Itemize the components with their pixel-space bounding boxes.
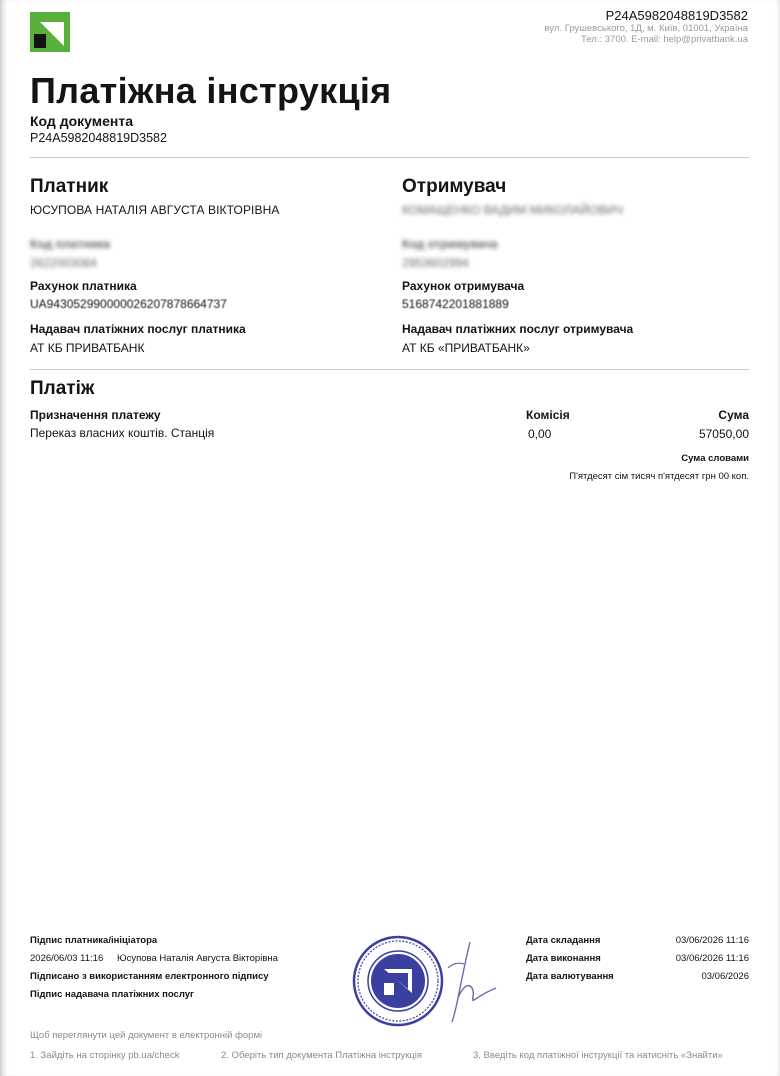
payer-signature-label: Підпис платника/ініціатора [30, 935, 158, 946]
signature-datetime: 2026/06/03 11:16 [30, 953, 104, 964]
created-date-value: 03/06/2026 11:16 [675, 935, 749, 946]
recipient-account-label: Рахунок отримувача [402, 279, 525, 293]
recipient-name: КОМАЩЕНКО ВАДИМ МИКОЛАЙОВИЧ [402, 203, 623, 217]
bank-contacts: Тел.: 3700. E-mail: help@privatbank.ua [581, 34, 748, 45]
provider-signature-label: Підпис надавача платіжних послуг [30, 989, 194, 1000]
value-date-value: 03/06/2026 [701, 971, 749, 982]
recipient-heading: Отримувач [402, 176, 507, 197]
payer-code-value: 2622003084 [30, 256, 97, 270]
bank-stamp-icon [352, 935, 444, 1027]
value-date-label: Дата валютування [526, 971, 614, 982]
created-date-label: Дата складання [526, 935, 601, 946]
check-step-2: 2. Оберіть тип документа Платіжна інструкція [221, 1050, 422, 1061]
doc-code-top: P24A5982048819D3582 [605, 8, 748, 23]
check-step-1: 1. Зайдіть на сторінку pb.ua/check [30, 1050, 180, 1061]
payer-account-value: UA943052990000026207878664737 [30, 297, 227, 311]
amount-words-value: П'ятдесят сім тисяч п'ятдесят грн 00 коп. [569, 471, 749, 482]
payer-code-label: Код платника [30, 237, 111, 251]
view-note: Щоб переглянути цей документ в електронній формі [30, 1030, 263, 1041]
amount-label: Сума [718, 408, 749, 422]
purpose-label: Призначення платежу [30, 408, 161, 422]
amount-words-label: Сума словами [681, 453, 749, 464]
commission-label: Комісія [526, 408, 570, 422]
handwritten-signature-icon [440, 938, 500, 1026]
purpose-value: Переказ власних коштів. Станція [30, 426, 215, 440]
executed-date-label: Дата виконання [526, 953, 601, 964]
payer-provider-label: Надавач платіжних послуг платника [30, 322, 246, 336]
page-title: Платіжна інструкція [30, 70, 392, 111]
signature-name: Юсупова Наталія Августа Вікторівна [117, 953, 278, 964]
divider [30, 157, 749, 158]
recipient-code-label: Код отримувача [402, 237, 498, 251]
check-step-3: 3. Введіть код платіжної інструкції та натисніть «Знайти» [473, 1050, 723, 1061]
divider [30, 369, 749, 370]
bank-address: вул. Грушевського, 1Д, м. Київ, 01001, Україна [544, 23, 748, 34]
payer-name: ЮСУПОВА НАТАЛІЯ АВГУСТА ВІКТОРІВНА [30, 203, 280, 217]
signed-note: Підписано з використанням електронного підпису [30, 971, 269, 982]
payment-heading: Платіж [30, 378, 95, 399]
payer-account-label: Рахунок платника [30, 279, 137, 293]
recipient-code-value: 2953602994 [402, 256, 469, 270]
payer-provider-value: АТ КБ ПРИВАТБАНК [30, 341, 145, 355]
payer-heading: Платник [30, 176, 109, 197]
doc-code-value: P24A5982048819D3582 [30, 131, 167, 145]
recipient-provider-value: АТ КБ «ПРИВАТБАНК» [402, 341, 530, 355]
recipient-account-value: 5168742201881889 [402, 297, 509, 311]
executed-date-value: 03/06/2026 11:16 [675, 953, 749, 964]
amount-value: 57050,00 [698, 427, 749, 441]
doc-code-label: Код документа [30, 113, 133, 129]
commission-value: 0,00 [528, 427, 552, 441]
privatbank-logo-icon [30, 12, 70, 52]
recipient-provider-label: Надавач платіжних послуг отримувача [402, 322, 634, 336]
